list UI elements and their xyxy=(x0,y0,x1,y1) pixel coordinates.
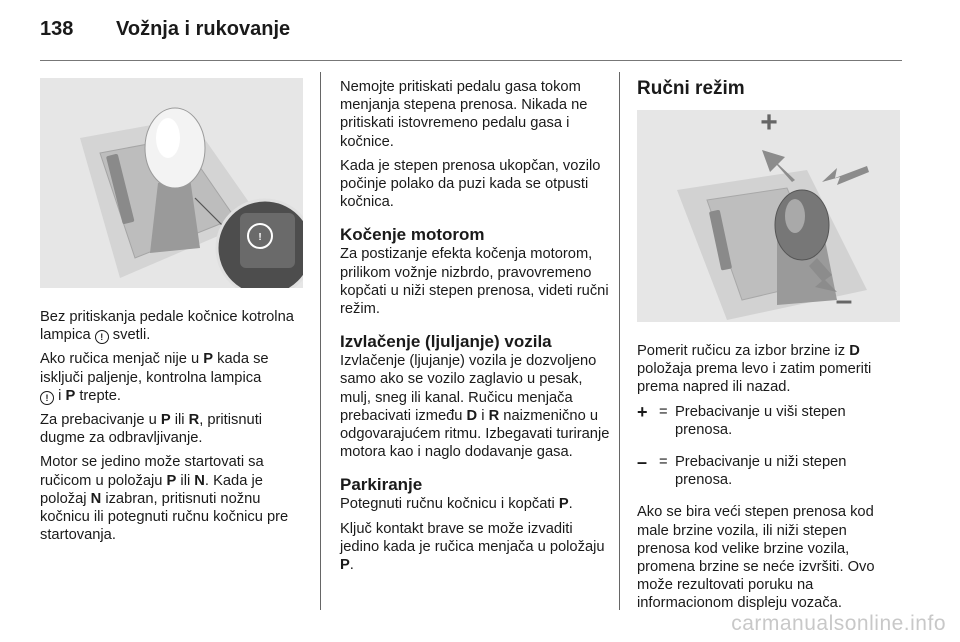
manual-mode-illustration xyxy=(637,110,900,322)
paragraph: Nemojte pritiskati pedalu gasa tokom menjanja stepena prenosa. Nikada ne pritiskati istovremeno pedalu gasa i kočnice. xyxy=(340,79,588,150)
paragraph: Za postizanje efekta kočenja motorom, prilikom vožnje nizbrdo, pravovremeno kopčati u niži stepen prenosa, videti ručni režim. xyxy=(340,246,609,318)
figure-plus-label: + xyxy=(760,110,778,139)
page-title: Vožnja i rukovanje xyxy=(116,18,291,40)
shift-definitions xyxy=(637,403,902,490)
column-1: ! Bez pritiskanja pedale kočnice kotrolna lampica ! svetli. Ako ručica menjač nije u P kada se isključi paljenje, kontrolna lampica ! i P trepte. Za prebacivanje u P ili R, pritisnuti dugme za odbravljivanje. Motor se jedino može startovati sa ručicom u položaju P ili N. Kada je položaj N izabran, pritisnuti nožnu kočnicu ili potegnuti ručnu kočnicu pre startovanja. xyxy=(40,78,305,550)
page-number: 138 xyxy=(40,18,74,40)
minus-icon: – xyxy=(637,452,648,473)
section-heading-parking: Parkiranje xyxy=(340,475,423,495)
column-divider-2 xyxy=(619,72,620,610)
definition-upshift: + = Prebacivanje u viši stepen prenosa. xyxy=(637,401,846,438)
column-3: Ručni režim + – Pomerit ručicu za izbor brzine iz D položaja prema levo i zatim pomeriti prema napred ili nazad. + = Prebacivanje u viši stepen prenosa. – = Prebacivanje u niži stepen prenosa. Ako se bira veći stepen prenosa kod male brzine vozila, ili niži stepen prenosa kod velike brzine vozila, promena brzine se neće izvršiti. Ovo može rezultovati poruku na informacionom displeju vozača. xyxy=(637,78,902,619)
paragraph: Ako se bira veći stepen prenosa kod male brzine vozila, ili niži stepen prenosa kod velike brzine vozila, promena brzine se neće izvršiti. Ovo može rezultovati poruku na informacionom displeju vozača. xyxy=(637,504,875,612)
column-2: Nemojte pritiskati pedalu gasa tokom menjanja stepena prenosa. Nikada ne pritiskati istovremeno pedalu gasa i kočnice. Kada je stepen prenosa ukopčan, vozilo počinje polako da puzi kada se otpusti kočnica. Kočenje motorom Za postizanje efekta kočenja motorom, prilikom vožnje nizbrdo, pravovremeno kopčati u niži stepen prenosa, videti ručni režim. Izvlačenje (ljuljanje) vozila Izvlačenje (ljujanje) vozila je dozvoljeno samo ako se vozilo zaglavio u pesak, mulj, sneg ili kanal. Ručicu menjača prebacivati između D i R naizmenično u odgovarajućem ritmu. Izbegavati turiranje motora kao i naglo dodavanje gasa. Parkiranje Potegnuti ručnu kočnicu i kopčati P. Ključ kontakt brave se može izvaditi jedino kada je ručica menjača u položaju P. xyxy=(340,79,610,574)
brake-lamp-icon: ! xyxy=(95,330,109,344)
brake-lamp-icon: ! xyxy=(40,391,54,405)
svg-text:!: ! xyxy=(258,232,262,243)
page-header xyxy=(40,18,290,50)
section-heading-manual-mode: Ručni režim xyxy=(637,78,745,99)
definition-downshift: – = Prebacivanje u niži stepen prenosa. xyxy=(637,452,847,489)
gear-lever-brake-illustration xyxy=(40,78,303,288)
paragraph: Kada je stepen prenosa ukopčan, vozilo počinje polako da puzi kada se otpusti kočnica. xyxy=(340,157,601,211)
header-rule xyxy=(40,60,902,61)
section-heading-rocking: Izvlačenje (ljuljanje) vozila xyxy=(340,332,552,352)
figure-minus-label: – xyxy=(835,284,853,317)
watermark: carmanualsonline.info xyxy=(731,612,946,635)
plus-icon: + xyxy=(637,401,648,422)
section-heading-engine-braking: Kočenje motorom xyxy=(340,225,485,245)
column-divider-1 xyxy=(320,72,321,610)
